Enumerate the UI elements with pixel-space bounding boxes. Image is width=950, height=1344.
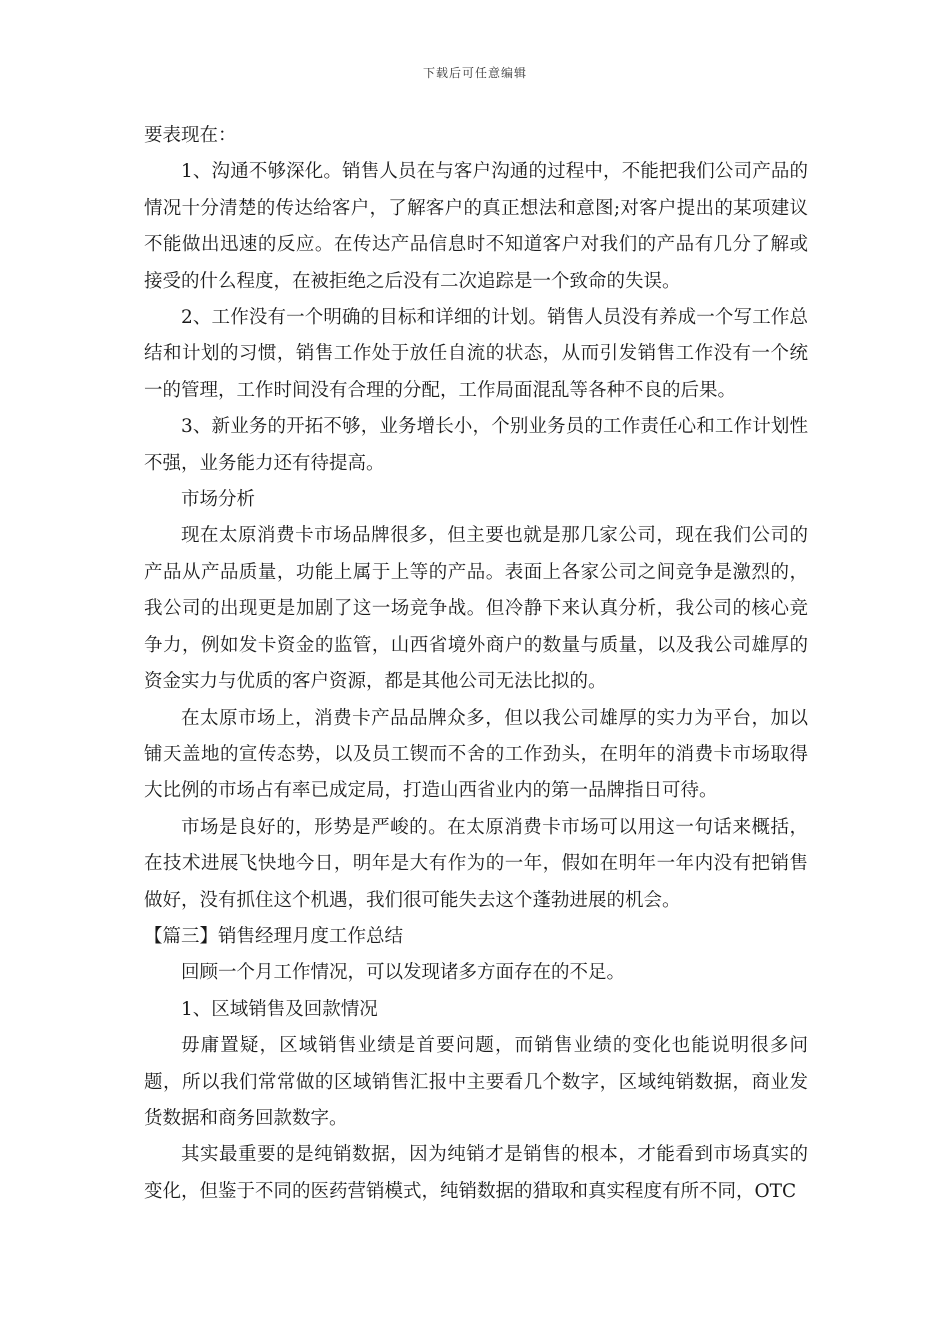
paragraph: 在太原市场上，消费卡产品品牌众多，但以我公司雄厚的实力为平台，加以铺天盖地的宣传态势，以及员工锲而不舍的工作劲头，在明年的消费卡市场取得大比例的市场占有率已成定局，打造山西省业内的第一品牌指日可待。 [144, 707, 808, 802]
paragraph: 现在太原消费卡市场品牌很多，但主要也就是那几家公司，现在我们公司的产品从产品质量，功能上属于上等的产品。表面上各家公司之间竞争是激烈的，我公司的出现更是加剧了这一场竞争战。但冷静下来认真分析，我公司的核心竞争力，例如发卡资金的监管，山西省境外商户的数量与质量，以及我公司雄厚的资金实力与优质的客户资源，都是其他公司无法比拟的。 [144, 525, 808, 693]
paragraph: 3、新业务的开拓不够，业务增长小，个别业务员的工作责任心和工作计划性不强，业务能力还有待提高。 [144, 416, 808, 474]
chapter-heading: 【篇三】销售经理月度工作总结 [144, 925, 404, 947]
section-heading: 1、区域销售及回款情况 [181, 998, 378, 1020]
document-body [144, 118, 808, 1210]
section-heading: 市场分析 [181, 489, 256, 511]
paragraph: 毋庸置疑，区域销售业绩是首要问题，而销售业绩的变化也能说明很多问题，所以我们常常做的区域销售汇报中主要看几个数字，区域纯销数据，商业发货数据和商务回款数字。 [144, 1035, 808, 1129]
paragraph: 要表现在： [144, 125, 237, 146]
page-header: 下载后可任意编辑 [422, 66, 527, 80]
paragraph: 其实最重要的是纯销数据，因为纯销才是销售的根本，才能看到市场真实的变化，但鉴于不同的医药营销模式，纯销数据的猎取和真实程度有所不同，OTC [144, 1144, 808, 1202]
paragraph: 1、沟通不够深化。销售人员在与客户沟通的过程中，不能把我们公司产品的情况十分清楚的传达给客户，了解客户的真正想法和意图;对客户提出的某项建议不能做出迅速的反应。在传达产品信息时不知道客户对我们的产品有几分了解或接受的什么程度，在被拒绝之后没有二次追踪是一个致命的失误。 [144, 161, 808, 292]
paragraph: 市场是良好的，形势是严峻的。在太原消费卡市场可以用这一句话来概括，在技术进展飞快地今日，明年是大有作为的一年，假如在明年一年内没有把销售做好，没有抓住这个机遇，我们很可能失去这个蓬勃进展的机会。 [144, 816, 808, 911]
paragraph: 2、工作没有一个明确的目标和详细的计划。销售人员没有养成一个写工作总结和计划的习惯，销售工作处于放任自流的状态，从而引发销售工作没有一个统一的管理，工作时间没有合理的分配，工作局面混乱等各种不良的后果。 [144, 307, 808, 401]
paragraph: 回顾一个月工作情况，可以发现诸多方面存在的不足。 [181, 962, 626, 984]
